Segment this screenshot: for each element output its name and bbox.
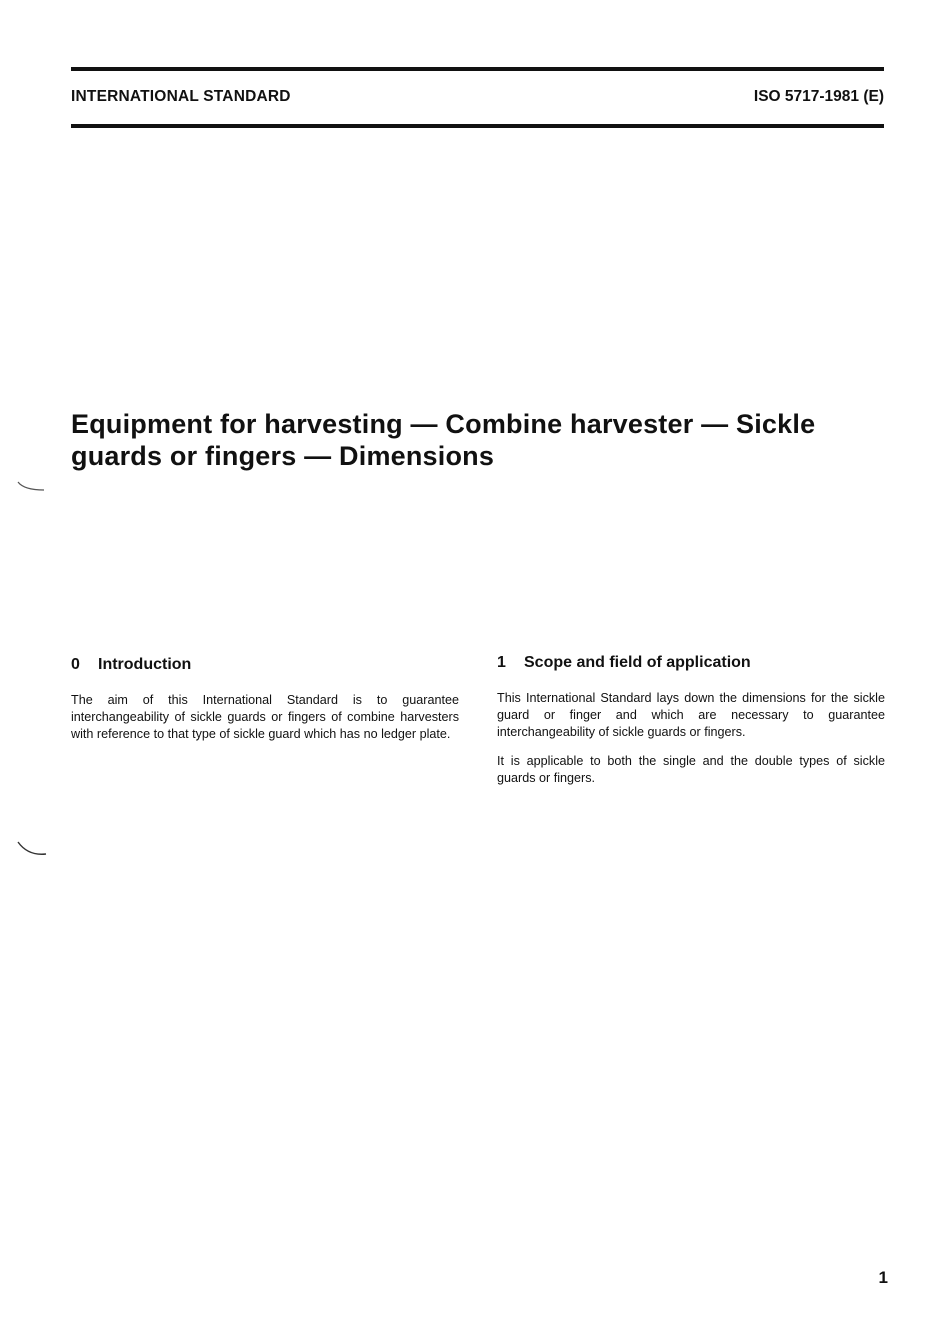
section-scope [497, 653, 885, 799]
section-number: 1 [497, 654, 506, 671]
introduction-paragraph: The aim of this International Standard is to guarantee interchangeability of sickle guards or fingers of combine harvesters with reference to that type of sickle guard which has no ledger plate. [71, 693, 459, 741]
page-number: 1 [878, 1268, 888, 1287]
section-heading-scope [497, 653, 885, 673]
document-title [71, 408, 886, 472]
document-title-line-2: guards or fingers — Dimensions [71, 441, 495, 471]
document-type-label: INTERNATIONAL STANDARD [71, 88, 291, 105]
section-introduction [71, 655, 459, 755]
section-heading-introduction [71, 655, 459, 675]
standard-number-label: ISO 5717-1981 (E) [753, 88, 884, 105]
document-title-line-1: Equipment for harvesting — Combine harvester — Sickle [71, 409, 816, 439]
section-title: Scope and field of application [524, 654, 751, 671]
section-number: 0 [71, 656, 80, 673]
header-top-rule [71, 67, 884, 71]
section-title: Introduction [98, 656, 192, 673]
header-bottom-rule [71, 124, 884, 128]
scope-paragraph-1: This International Standard lays down the dimensions for the sickle guard or finger and which are necessary to guarantee interchangeability of sickle guards or fingers. [497, 691, 885, 739]
scan-mark-upper [14, 478, 48, 496]
scan-mark-lower [12, 838, 52, 864]
scope-paragraph-2: It is applicable to both the single and the double types of sickle guards or fingers. [497, 754, 885, 785]
